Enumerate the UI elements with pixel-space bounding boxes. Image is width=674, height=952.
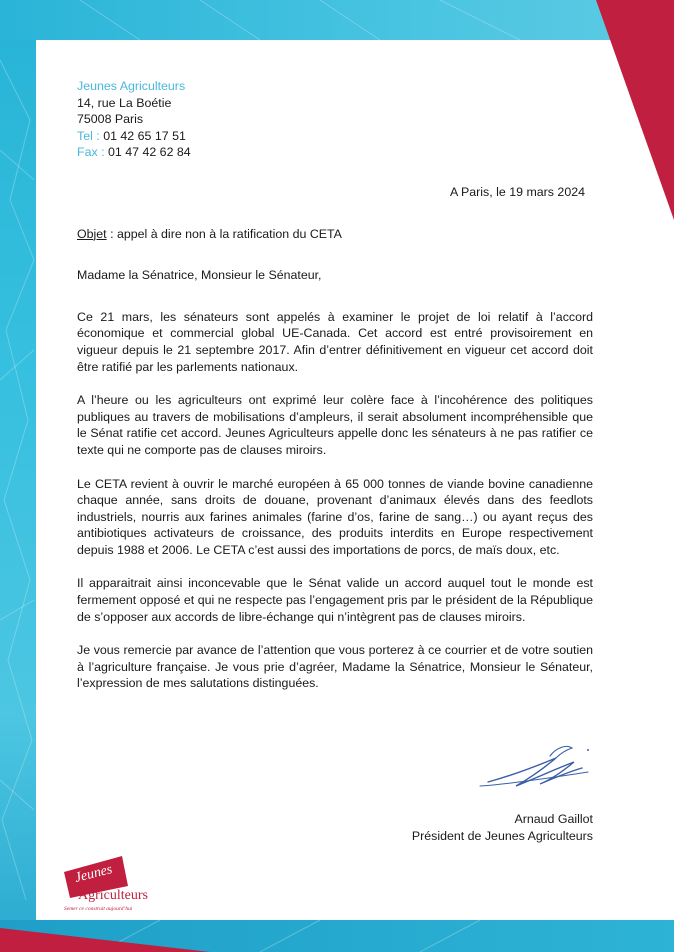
signer-block: [412, 811, 593, 844]
letter-date: A Paris, le 19 mars 2024: [450, 184, 585, 199]
red-corner-triangle: [596, 0, 674, 220]
sender-fax: [77, 144, 593, 161]
paragraph-1: Ce 21 mars, les sénateurs sont appelés à examiner le projet de loi relatif à l’accord économique et commercial global UE-Canada. Cet accord est entré provisoirement en vigueur depuis le 21 septembre 2017. Afin d’entrer définitivement en vigueur cet accord doit être ratifié par les parlements nationaux.: [77, 309, 593, 374]
paragraph-4: Il apparaitrait ainsi inconcevable que le Sénat valide un accord auquel tout le monde est fermement opposé et qui ne respecte pas l’engagement pris par le président de la République de s’opposer aux accords de libre-échange qui n’intègrent pas de clauses miroirs.: [77, 576, 593, 624]
logo-tagline: Semer ce construit aujourd’hui: [64, 906, 133, 912]
logo-word-jeunes: Jeunes: [73, 862, 114, 886]
handwritten-signature: [470, 738, 600, 798]
logo-word-agriculteurs: Agriculteurs: [78, 888, 148, 903]
fax-label: Fax :: [77, 145, 105, 160]
paragraph-2: A l’heure ou les agriculteurs ont exprimé leur colère face à l’incohérence des politiques publiques au travers de mobilisations d’ampleurs, il serait absolument incompréhensible que le Sénat ratifie cet accord. Jeunes Agriculteurs appelle donc les sénateurs à ne pas ratifier ce texte qui ne comporte pas de clauses miroirs.: [77, 393, 593, 457]
sender-city: 75008 Paris: [77, 112, 144, 127]
sender-street: 14, rue La Boétie: [77, 95, 172, 110]
fax-value: 01 47 42 62 84: [108, 145, 191, 160]
subject-text: : appel à dire non à la ratification du CETA: [106, 226, 342, 241]
subject-label: Objet: [77, 226, 107, 241]
letter-body: [77, 78, 593, 692]
signer-name: Arnaud Gaillot: [514, 812, 593, 826]
sender-org-name: Jeunes Agriculteurs: [77, 79, 186, 93]
tel-label: Tel :: [77, 128, 100, 143]
sender-address: [77, 78, 593, 161]
salutation: Madame la Sénatrice, Monsieur le Sénateur,: [77, 268, 322, 283]
subject-line: [77, 226, 593, 243]
signer-title: Président de Jeunes Agriculteurs: [411, 828, 593, 843]
paragraph-5: Je vous remercie par avance de l’attention que vous porterez à ce courrier et de votre soutien à l’agriculture française. Je vous prie d’agréer, Madame la Sénatrice, Monsieur le Sénateur, l’expression de mes salutations distinguées.: [77, 643, 593, 691]
red-bottom-triangle: [0, 928, 210, 952]
paragraph-3: Le CETA revient à ouvrir le marché européen à 65 000 tonnes de viande bovine canadienne chaque année, sans droits de douane, provenant d’animaux élevés dans des feedlots industriels, nourris aux farines animales (farine d’os, farine de sang…) ou ayant reçus des antibiotiques activateurs de croissance, des produits interdits en Europe respectivement depuis 1988 et 2006. Le CETA c’est aussi des importations de porcs, de maïs doux, etc.: [77, 476, 593, 557]
tel-value: 01 42 65 17 51: [103, 128, 186, 143]
sender-tel: [77, 128, 593, 145]
